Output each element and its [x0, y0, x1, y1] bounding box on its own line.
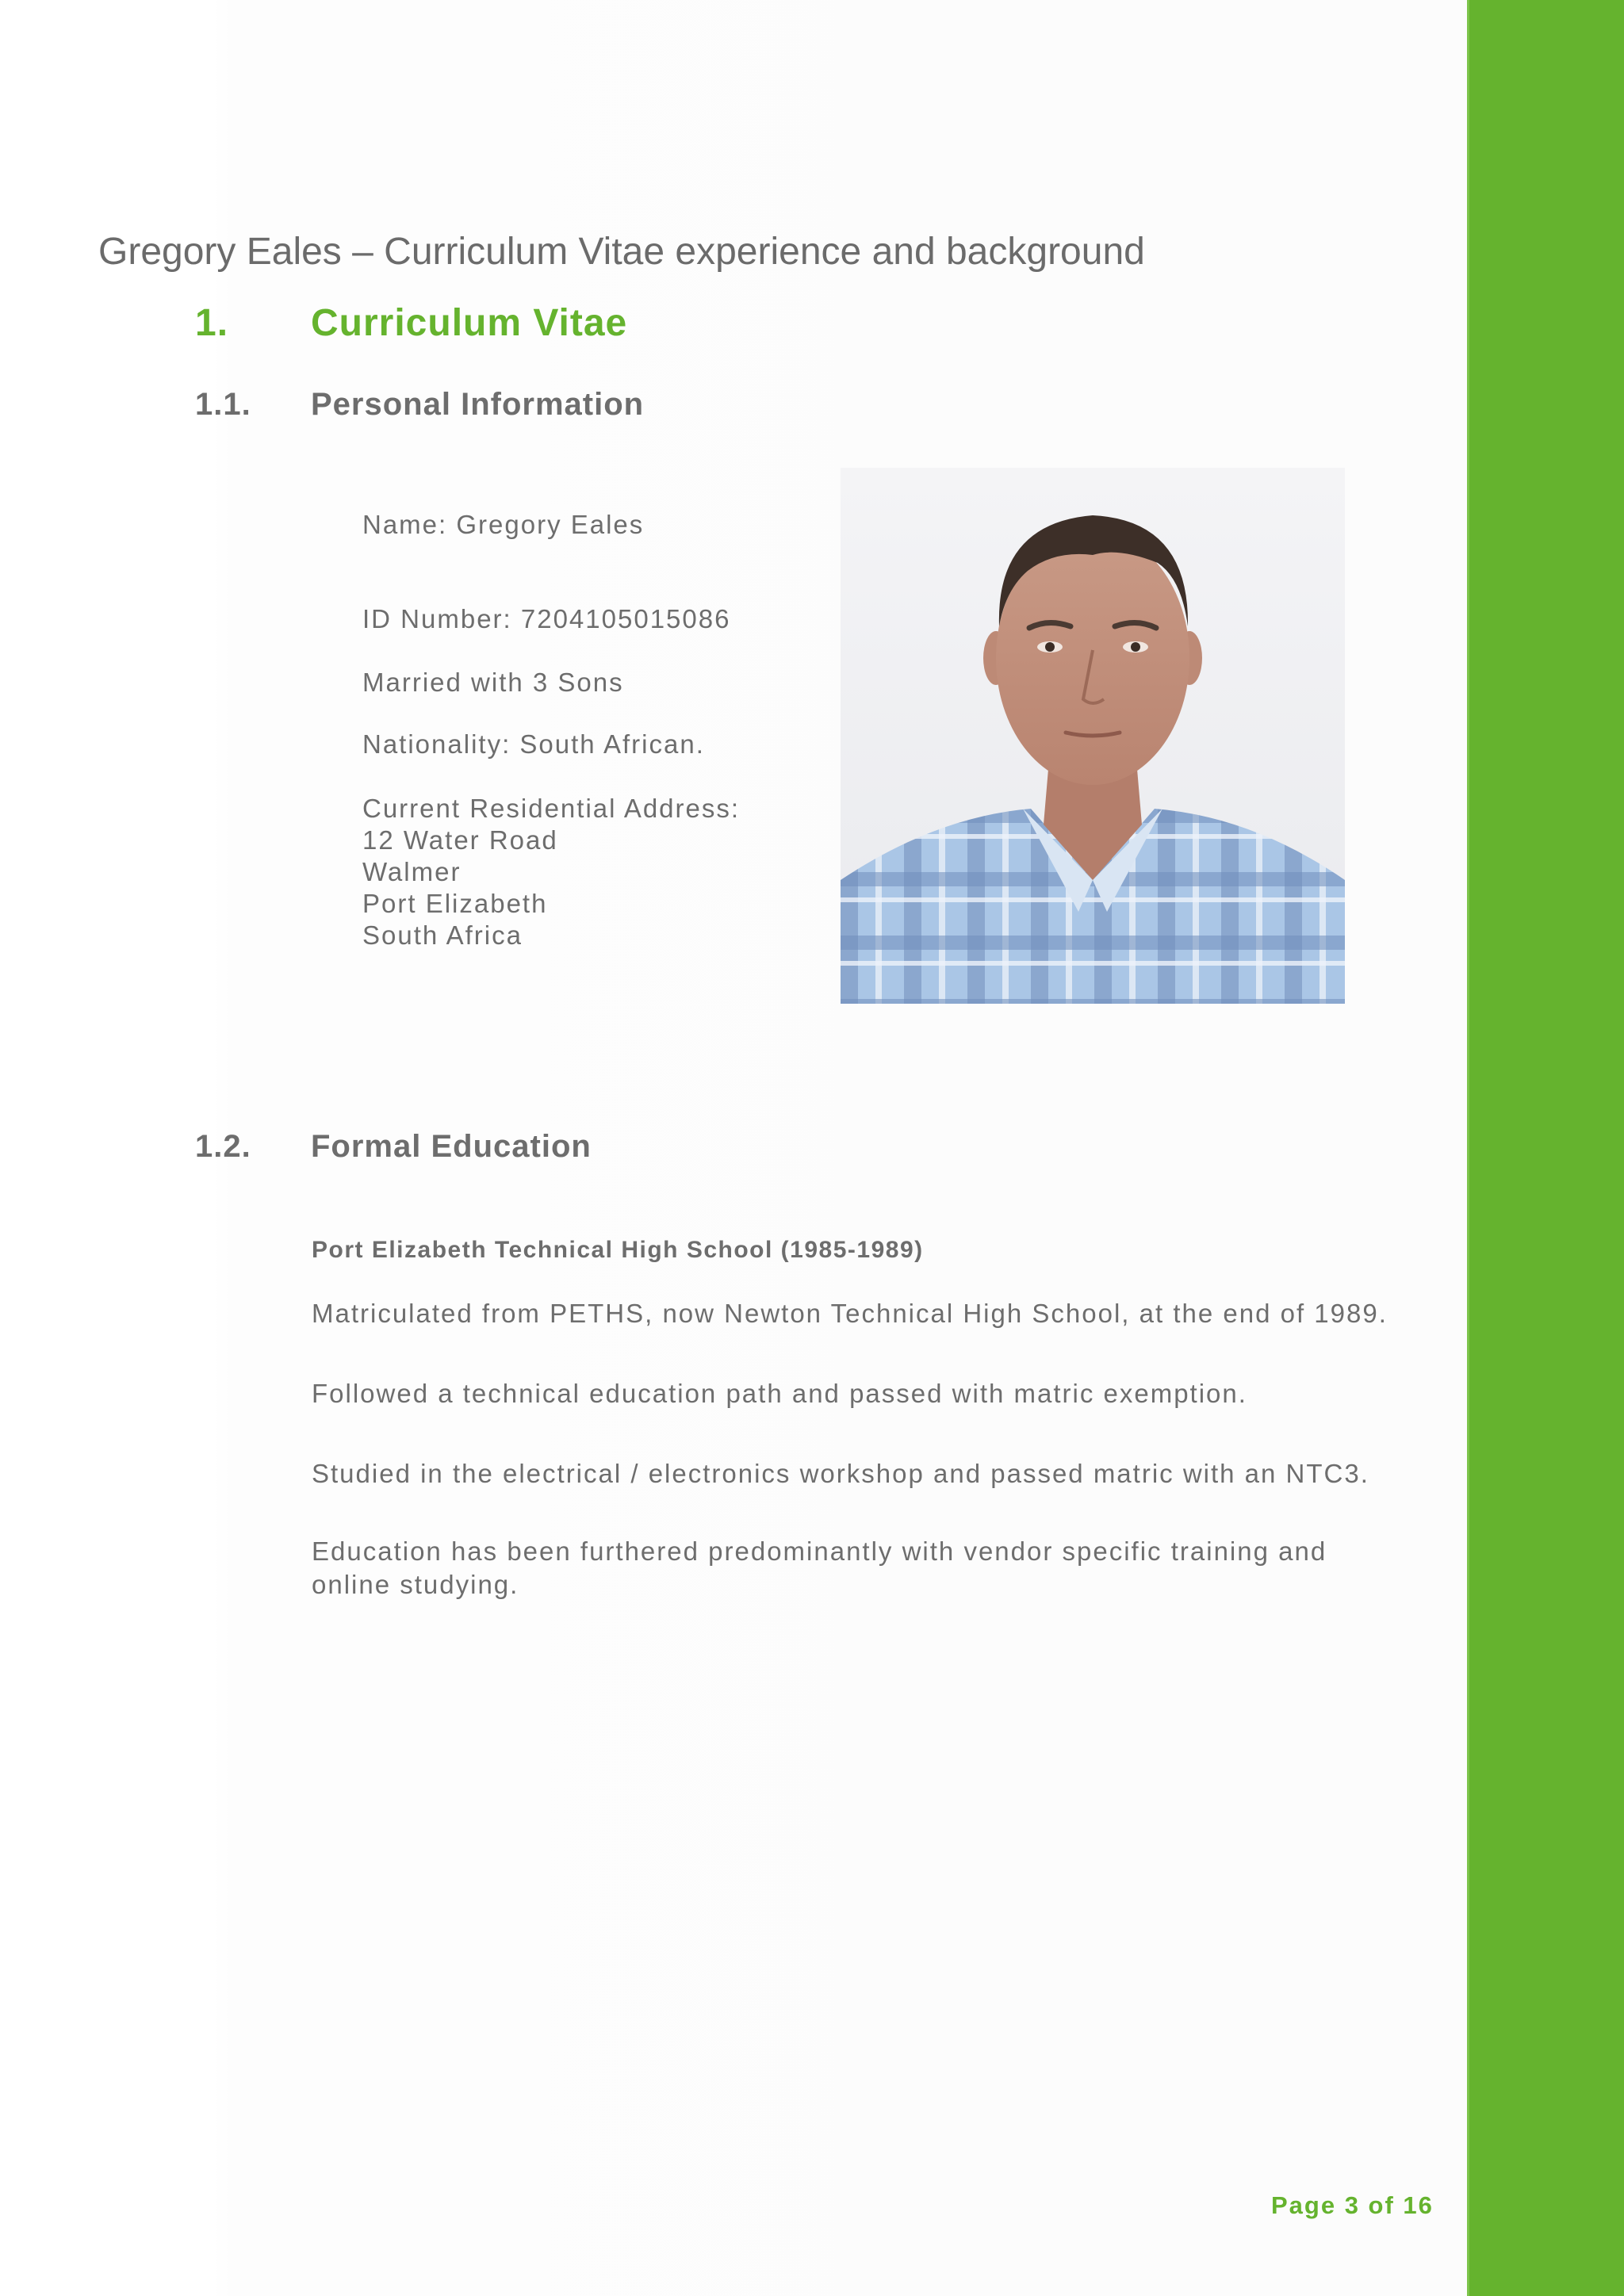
personal-nationality: Nationality: South African. [362, 729, 705, 759]
personal-id-number: ID Number: 7204105015086 [362, 604, 731, 633]
profile-photo [841, 468, 1345, 1004]
education-paragraph: Education has been furthered predominantly with vendor specific training and online studying. [312, 1536, 1327, 1599]
school-name: Port Elizabeth Technical High School (1985-1989) [312, 1237, 924, 1263]
document-title: Gregory Eales – Curriculum Vitae experience and background [98, 231, 1145, 273]
subsection-title: Personal Information [311, 387, 645, 422]
personal-name: Name: Gregory Eales [362, 510, 645, 539]
residential-address [362, 793, 740, 951]
address-line: Port Elizabeth [362, 889, 548, 918]
page-number: Page 3 of 16 [1271, 2191, 1434, 2219]
personal-marital-status: Married with 3 Sons [362, 668, 624, 697]
education-paragraph: Followed a technical education path and passed with matric exemption. [312, 1379, 1247, 1408]
section-number: 1. [195, 302, 229, 344]
side-accent-bar [1467, 0, 1624, 2296]
education-paragraph: Studied in the electrical / electronics workshop and passed matric with an NTC3. [312, 1459, 1369, 1488]
subsection-number: 1.1. [195, 387, 251, 422]
address-line: South Africa [362, 920, 523, 950]
address-label: Current Residential Address: [362, 794, 741, 823]
address-line: 12 Water Road [362, 825, 558, 855]
subsection-title: Formal Education [311, 1129, 592, 1164]
education-paragraph: Matriculated from PETHS, now Newton Technical High School, at the end of 1989. [312, 1299, 1388, 1328]
subsection-number: 1.2. [195, 1129, 251, 1164]
address-line: Walmer [362, 857, 462, 886]
section-title: Curriculum Vitae [311, 302, 628, 344]
